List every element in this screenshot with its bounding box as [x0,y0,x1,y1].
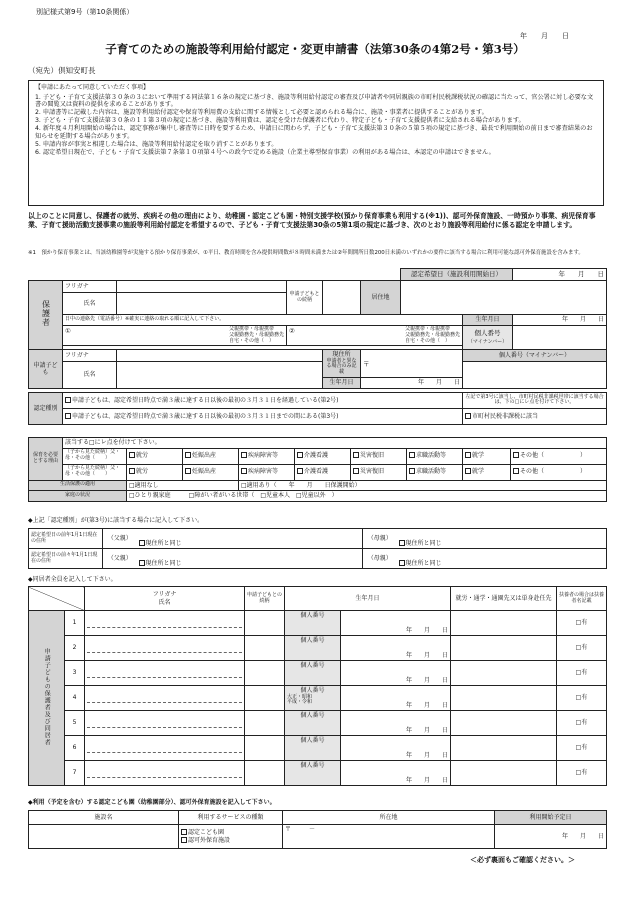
member-work-field[interactable] [451,711,557,736]
consent-item: 3. 子ども・子育て支援法第３０条の１１第３項の規定に基づき、施設等利用費は、認定を受けた保護者に代わり、特定子ども・子育て支援提供者に支給される場合があります。 [35,117,525,125]
row-number: 7 [65,761,85,786]
child-label: 申請子ども [29,350,63,389]
mother-prev2-address[interactable]: 現住所と同じ [397,549,607,569]
child-furigana-field[interactable] [117,350,323,362]
consent-heading: 【申請にあたって同意していただく事項】 [35,84,150,91]
parent-relation-2[interactable]: （子から見た続柄）父・母・その他（ ） [63,464,127,480]
member-birth-field[interactable]: 年 月 日 [341,686,451,711]
member-birth-field[interactable]: 年 月 日 [341,611,451,636]
child-name-field[interactable] [117,362,323,389]
member-work-field[interactable] [451,636,557,661]
guardian-furigana-field[interactable] [117,281,287,293]
member-birth-field[interactable]: 年 月 日 [341,761,451,786]
member-name-field[interactable] [85,686,245,711]
member-work-field[interactable] [451,736,557,761]
member-mynumber-label: 個人番号 [285,611,341,636]
household-side-label: 申請子どもの保護者及び同居者 [29,611,65,786]
facility-start-field[interactable]: 年 月 日 [495,825,607,849]
reason-care[interactable]: 介護看護 [295,464,351,480]
member-relation-field[interactable] [245,611,285,636]
member-tax-check[interactable]: □有 [557,686,607,711]
page-title: 子育てのための施設等利用給付認定・変更申請書（法第30条の4第2号・第3号） [105,42,525,56]
member-tax-check[interactable]: □有 [557,636,607,661]
facility-name-header: 施設名 [29,811,179,825]
member-relation-field[interactable] [245,661,285,686]
facility-start-header: 利用開始予定日 [495,811,607,825]
member-name-field[interactable] [85,711,245,736]
father-prev-address[interactable]: 現住所と同じ [137,529,363,549]
contact-label: 日中の連絡先（電話番号）※確実に連絡の取れる順に記入して下さい。 [63,315,463,326]
member-mynumber-label: 個人番号 [285,736,341,761]
footnote: ※1 預かり保育事業とは、当該幼稚園等が実施する預かり保育事業が、①平日、教育時間を含み提供時間数が８時間未満または②年間開所日数200日未満のいずれかの要件に該当する場合に利用可能な認可外保育施設を含みます。 [28,250,584,256]
parent-relation-1[interactable]: （子から見た続柄）父・母・その他（ ） [63,448,127,464]
contact-2-field[interactable]: ② 父親携帯・母親携帯 父親勤務先・母親勤務先 自宅・その他（ ） [287,326,463,346]
father-label: （父親） [103,529,137,549]
mother-label: （母親） [363,549,397,569]
member-relation-field[interactable] [245,761,285,786]
member-birth-field[interactable]: 年 月 日 [341,661,451,686]
relation-label: 申請子どもとの続柄 [287,281,323,315]
member-relation-field[interactable] [245,711,285,736]
facility-type-header: 利用するサービスの種類 [179,811,283,825]
member-tax-check[interactable]: □有 [557,736,607,761]
residence-field[interactable] [401,281,607,315]
contact-1-field[interactable]: ① 父親携帯・母親携帯 父親勤務先・母親勤務先 自宅・その他（ ） [63,326,287,346]
reason-illness[interactable]: 疾病障害等 [239,464,295,480]
residence-label: 居住地 [361,281,401,315]
mynumber-label: 個人番号 （マイナンバー） [463,326,513,350]
father-prev2-address[interactable]: 現住所と同じ [137,549,363,569]
member-name-field[interactable] [85,736,245,761]
member-relation-field[interactable] [245,736,285,761]
member-work-field[interactable] [451,686,557,711]
household-table [28,586,607,786]
table-row [29,636,607,661]
era-label: 大正・昭和 平成・令和 [287,693,313,706]
member-tax-check[interactable]: □有 [557,661,607,686]
member-name-field[interactable] [85,761,245,786]
addressee: （宛先）倶知安町長 [28,66,96,75]
member-mynumber-label: 個人番号 [285,636,341,661]
member-work-field[interactable] [451,761,557,786]
name-label: 氏名 [63,362,117,389]
address-label: 現住所 申請者と異なる場合のみ記載 [323,350,361,378]
table-row [29,686,607,711]
row-number: 1 [65,611,85,636]
consent-item: 4. 新年度４月利用開始の場合は、認定事務が集中し審査等に日時を要するため、申請日に関わらず、子ども・子育て支援法第３０条の５第５項の規定に基づき、最長で利用開始の前日まで審査結果のお知らせを延期する場合があります。 [35,125,593,141]
birth-label: 生年月日 [323,378,361,389]
child-mynumber-label: 個人番号（マイナンバー） [463,350,607,362]
h-work: 就労・通学・通園先又は単身赴任先 [451,587,557,611]
facility-table [28,810,607,849]
member-tax-check[interactable]: □有 [557,711,607,736]
member-mynumber-label: 個人番号 [285,761,341,786]
reason-jobseek[interactable]: 求職活動等 [407,464,463,480]
guardian-birth-field[interactable]: 年 月 日 [513,315,607,326]
consent-item: 5. 申請内容が事実と相違した場合は、施設等利用給付認定を取り消すことがあります。 [35,141,278,149]
reason-study[interactable]: 就学 [463,448,511,464]
tax-exempt-check[interactable]: 市町村民税非課税に該当 [463,408,607,424]
h-relation: 申請子どもとの続柄 [245,587,285,611]
member-birth-field[interactable]: 年 月 日 [341,636,451,661]
welfare-none[interactable]: □適用なし [127,480,239,491]
reason-illness[interactable]: 疾病障害等 [239,448,295,464]
guardian-relation-field[interactable] [323,281,361,315]
table-row [29,711,607,736]
guardian-label: 保護者 [29,281,63,350]
table-row [29,761,607,786]
mother-label: （母親） [363,529,397,549]
table-row [29,611,607,636]
member-name-field[interactable] [85,636,245,661]
table-row [29,661,607,686]
welfare-yes[interactable]: □適用あり（ 年 月 日保護開始） [239,480,607,491]
tax-note: 左記で第3号に該当し、市町村民税非課税世帯に該当する場合は、下の□にレ点を付けて下さい。 [463,392,607,408]
applicant-table [28,268,607,425]
member-name-field[interactable] [85,661,245,686]
family-label: 家庭の状況 [29,491,127,502]
child-address-field[interactable]: 〒 [361,350,463,378]
agreement-text: 以上のことに同意し、保護者の就労、疾病その他の理由により、幼稚園・認定こども園・特別支援学校(預かり保育事業も利用する(※1))、認可外保育施設、一時預かり事業、病児保育事業、子育て援助活動支援事業の施設等利用給付認定を希望するので、子ども・子育て支援法第30条の5第1項の規定に基づき、次のとおり施設等利用給付に係る認定を申請します。 [28,212,596,229]
consent-notice [28,80,604,206]
child-mynumber-field[interactable] [463,362,607,389]
prev-address-table [28,528,607,569]
member-relation-field[interactable] [245,686,285,711]
reason-jobseek[interactable]: 求職活動等 [407,448,463,464]
mother-prev-address[interactable]: 現住所と同じ [397,529,607,549]
reason-label: 保育を必要とする理由 [29,438,63,481]
reason-work[interactable]: 就労 [127,464,183,480]
household-note: ◆同居者全員を記入して下さい。 [28,576,117,583]
reason-other[interactable]: その他（ ） [511,464,607,480]
row-number: 5 [65,711,85,736]
reason-care[interactable]: 介護看護 [295,448,351,464]
birth-label: 生年月日 [463,315,513,326]
reason-disaster[interactable]: 災害復旧 [351,464,407,480]
reason-table [28,437,607,502]
member-work-field[interactable] [451,611,557,636]
member-mynumber-label: 個人番号 大正・昭和 平成・令和 [285,686,341,711]
name-label: 氏名 [63,293,117,315]
consent-item: 2. 申請書等に記載した内容は、施設等利用給付認定や保育等利用費の支給に関する情報として必要と認められる場合に、施設・事業者に提供することがあります。 [35,109,488,117]
prev-address-note: ◆上記「認定種別」が(第3号)に該当する場合に記入して下さい。 [28,517,204,524]
reason-hint: 該当する□にレ点を付けて下さい。 [63,438,607,449]
consent-item: 6. 認定希望日現在で、子ども・子育て支援法第７条第１０項第４号への政令で定める施設（企業主導型保育事業）の利用がある場合は、本認定の申請はできません。 [35,149,495,157]
application-date: 年 月 日 [520,32,569,40]
child-birth-field[interactable]: 年 月 日 [361,378,463,389]
member-mynumber-label: 個人番号 [285,661,341,686]
facility-name-field[interactable] [29,825,179,849]
cert-option-3[interactable]: 申請子どもは、認定希望日時点で満３歳に達する日以後の最初の３月３１日までの間にある(第3号) [63,408,463,424]
reason-study[interactable]: 就学 [463,464,511,480]
prev-address-label-1: 認定希望日の前年1月1日現在の住所 [29,529,103,549]
guardian-name-field[interactable] [117,293,287,315]
facility-location-header: 所在地 [283,811,495,825]
facility-type-options[interactable]: 認定こども園 認可外保育施設 [179,825,283,849]
member-relation-field[interactable] [245,636,285,661]
reason-work[interactable]: 就労 [127,448,183,464]
facility-location-field[interactable]: 〒 － [283,825,495,849]
furigana-label: フリガナ [63,350,117,362]
desired-date-field[interactable]: 年 月 日 [513,269,607,281]
table-row [29,736,607,761]
desired-date-label: 認定希望日（施設利用開始日） [401,269,513,281]
family-options[interactable]: □ひとり親家庭 □障がい者がいる世帯（ □児童本人 □児童以外 ） [127,491,607,502]
form-number: 別記様式第9号（第10条関係） [36,8,134,16]
h-name: フリガナ 氏名 [85,587,245,611]
footer-note: ＜必ず裏面もご確認ください。＞ [470,856,575,864]
cert-type-label: 認定種別 [29,392,63,424]
reason-other[interactable]: その他（ ） [511,448,607,464]
member-birth-field[interactable]: 年 月 日 [341,736,451,761]
member-tax-check[interactable]: □有 [557,611,607,636]
row-number: 4 [65,686,85,711]
row-number: 6 [65,736,85,761]
prev-address-label-2: 認定希望日の前々年1月1日現在の住所 [29,549,103,569]
cert-option-2[interactable]: 申請子どもは、認定希望日時点で満３歳に達する日以後の最初の３月３１日を経過している(第2号) [63,392,463,408]
row-number: 3 [65,661,85,686]
guardian-mynumber-field[interactable] [513,326,607,350]
member-mynumber-label: 個人番号 [285,711,341,736]
member-birth-field[interactable]: 年 月 日 [341,711,451,736]
reason-pregnancy[interactable]: 妊娠出産 [183,448,239,464]
furigana-label: フリガナ [63,281,117,293]
member-work-field[interactable] [451,661,557,686]
h-tax: 扶養者の場合は扶養者名記載 [557,587,607,611]
consent-item: 1. 子ども・子育て支援法第３０条の３において準用する同法第１６条の規定に基づき、施設等利用給付認定の審査及び申請者や同居親族の市町村民税課税状況の確認に当たって、官公署に対し必要な文書の閲覧又は資料の提供を求めることがあります。 [35,93,594,109]
row-number: 2 [65,636,85,661]
h-birth: 生年月日 [285,587,451,611]
member-tax-check[interactable]: □有 [557,761,607,786]
reason-disaster[interactable]: 災害復旧 [351,448,407,464]
member-name-field[interactable] [85,611,245,636]
reason-pregnancy[interactable]: 妊娠出産 [183,464,239,480]
father-label: （父親） [103,549,137,569]
facility-note: ◆利用（予定を含む）する認定こども園（幼稚園部分）、認可外保育施設を記入して下さい。 [28,799,276,806]
welfare-label: 生活保護の適用 [29,480,127,491]
